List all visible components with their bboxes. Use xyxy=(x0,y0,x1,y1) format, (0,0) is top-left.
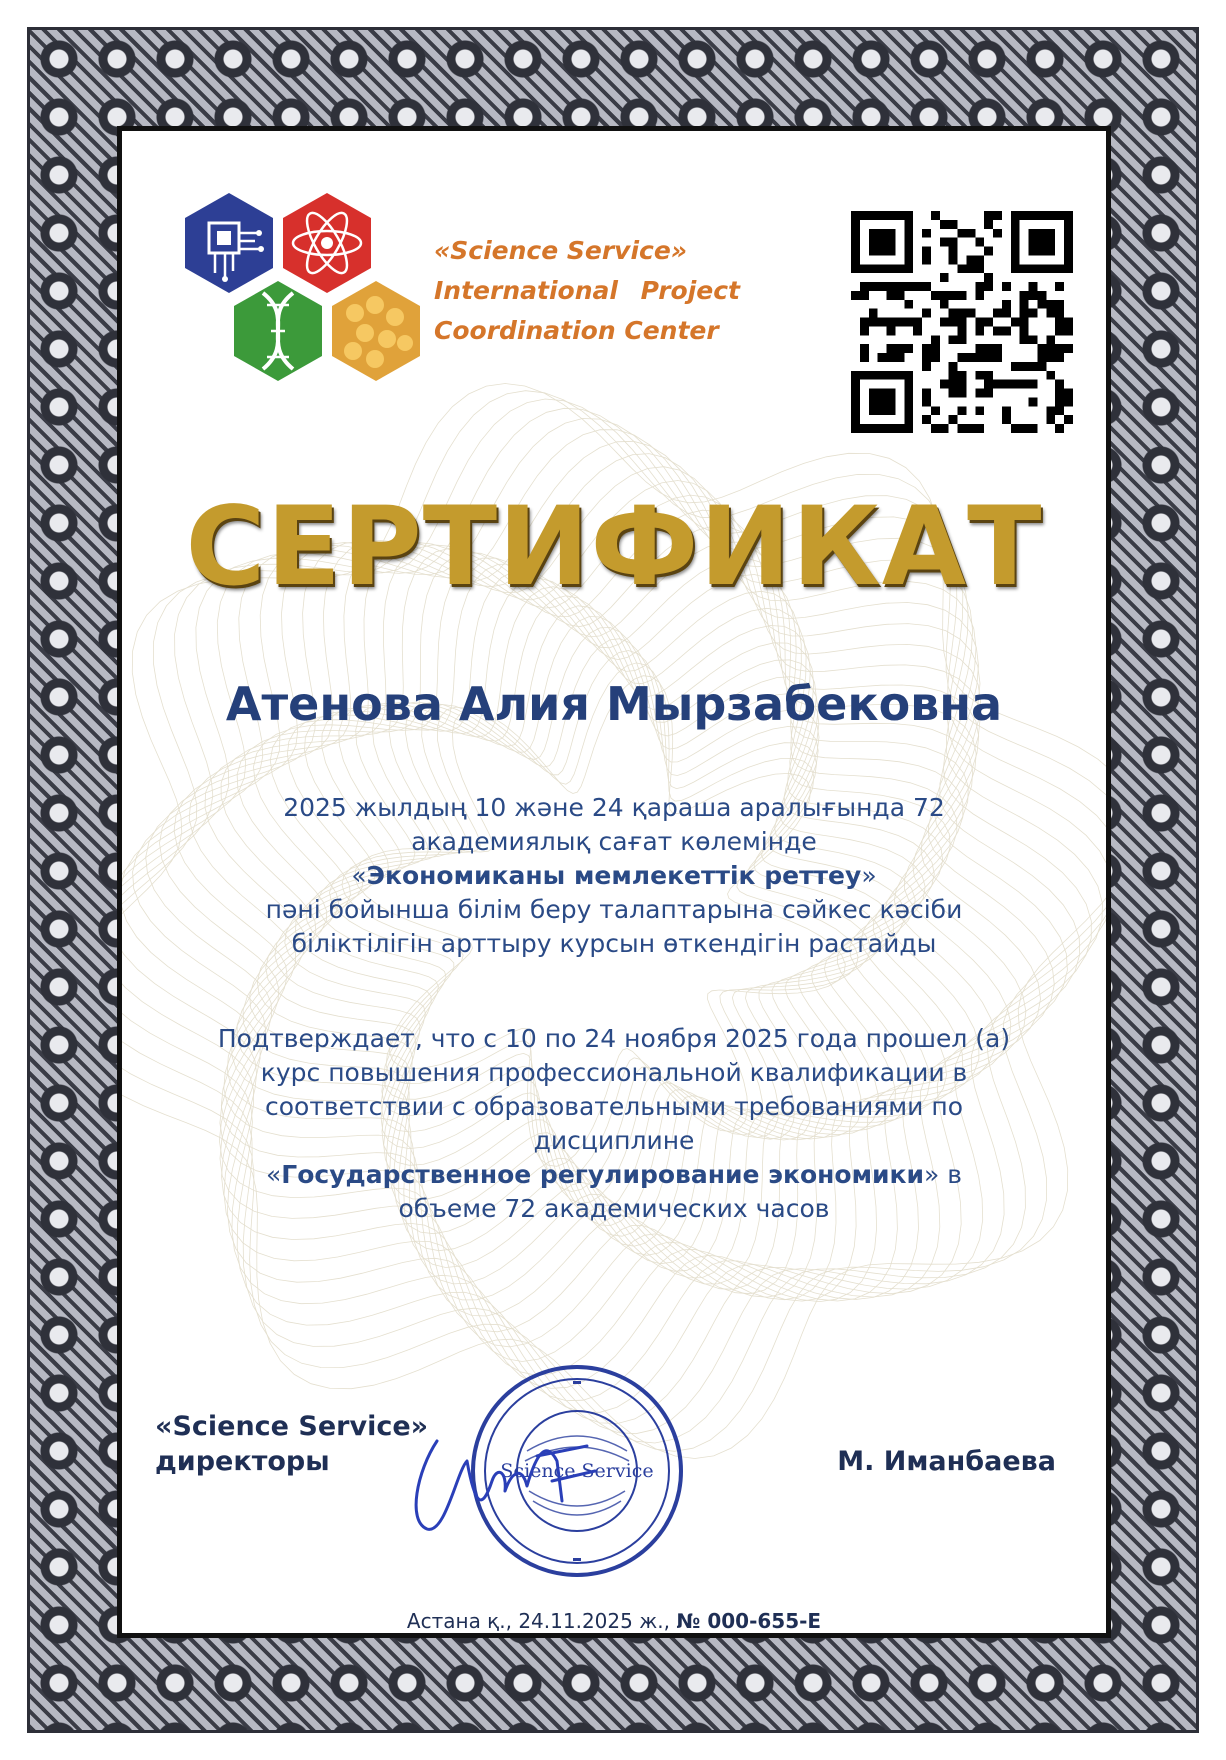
russian-statement xyxy=(152,1022,1076,1226)
stamp-center-text: Science Service xyxy=(500,1460,654,1482)
signatory-title xyxy=(155,1409,428,1479)
science-service-logo xyxy=(185,193,423,407)
org-line-2: International Project xyxy=(434,276,740,305)
signatory-org: «Science Service» xyxy=(155,1411,429,1442)
recipient-name: Атенова Алия Мырзабековна xyxy=(225,677,1003,731)
chip-icon xyxy=(185,193,273,293)
organization-name xyxy=(434,231,740,351)
kazakh-statement xyxy=(152,791,1076,961)
kz-course-line: «Экономиканы мемлекеттік реттеу» xyxy=(351,861,877,890)
ru-line-1: Подтверждает, что с 10 по 24 ноября 2025 года прошел (а) xyxy=(217,1024,1011,1053)
kz-line-1: 2025 жылдың 10 және 24 қараша аралығында 72 xyxy=(283,793,945,822)
ru-course-name: Государственное регулирование экономики xyxy=(281,1160,925,1189)
dna-icon xyxy=(234,281,322,381)
qr-code[interactable] xyxy=(851,211,1073,433)
place-date: Астана қ., 24.11.2025 ж., xyxy=(406,1609,677,1633)
ru-line-2: курс повышения профессиональной квалификации в xyxy=(260,1058,968,1087)
kz-line-5: біліктілігін арттыру курсын өткендігін растайды xyxy=(291,929,937,958)
atom-icon xyxy=(283,193,371,293)
signatory-name: М. Иманбаева xyxy=(837,1446,1056,1477)
org-line-1: «Science Service» xyxy=(434,236,688,265)
signatory-role: директоры xyxy=(155,1446,330,1477)
ru-line-6: объеме 72 академических часов xyxy=(398,1194,830,1223)
kz-line-2: академиялық сағат көлемінде xyxy=(411,827,817,856)
ru-line-3: соответствии с образовательными требованиями по xyxy=(265,1092,963,1121)
ru-line-4: дисциплине xyxy=(533,1126,695,1155)
kz-line-4: пәні бойынша білім беру талаптарына сәйкес кәсіби xyxy=(265,895,963,924)
certificate-body xyxy=(117,126,1111,1638)
ru-course-line: «Государственное регулирование экономики» в xyxy=(265,1160,963,1189)
org-line-3: Coordination Center xyxy=(434,316,719,345)
issue-info xyxy=(122,1609,1106,1633)
certificate-title: СЕРТИФИКАТ xyxy=(185,483,1043,610)
kz-course-name: Экономиканы мемлекеттік реттеу xyxy=(366,861,862,890)
certificate-number: № 000-655-Е xyxy=(676,1609,822,1633)
cells-icon xyxy=(332,281,420,381)
